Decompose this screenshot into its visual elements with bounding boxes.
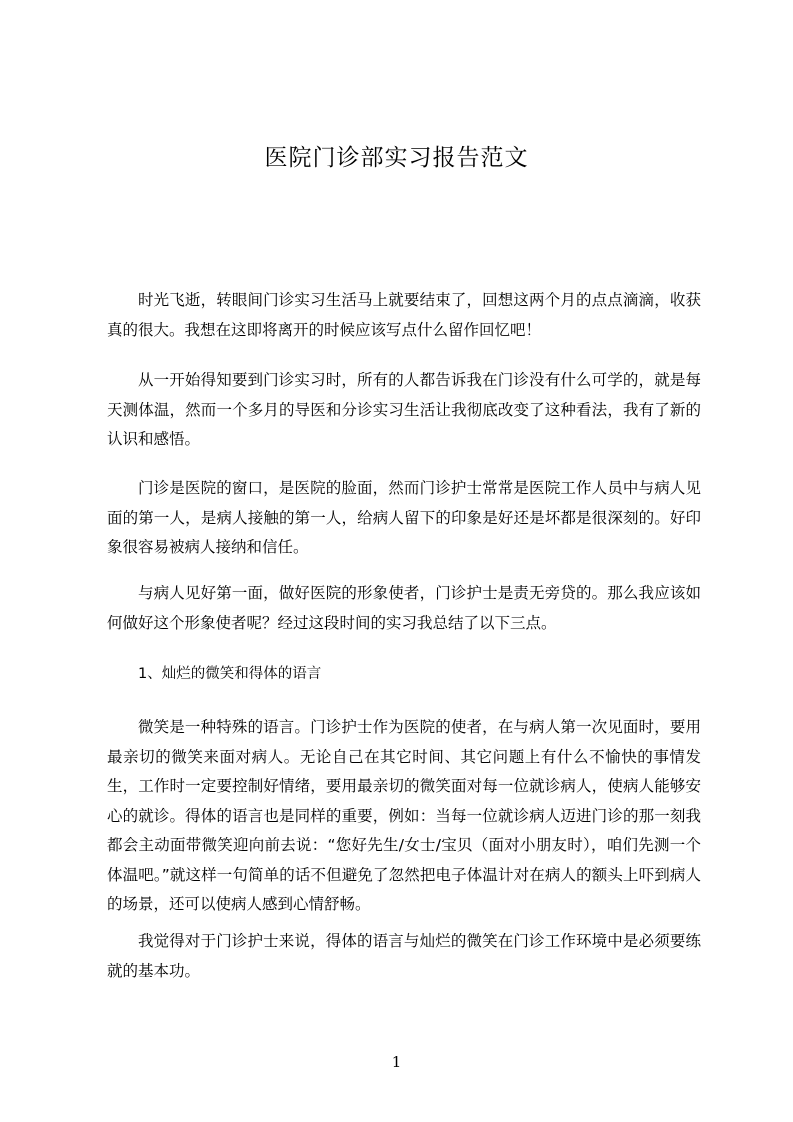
paragraph-3 <box>107 474 701 563</box>
paragraph-1 <box>107 286 701 345</box>
paragraph-6 <box>107 927 701 986</box>
section-heading <box>107 660 701 690</box>
document-title: 医院门诊部实习报告范文 <box>264 145 529 171</box>
paragraph-text: 时光飞逝，转眼间门诊实习生活马上就要结束了，回想这两个月的点点滴滴，收获真的很大。我想在这即将离开的时候应该写点什么留作回忆吧！ <box>107 291 701 339</box>
section-heading-text: 1、灿烂的微笑和得体的语言 <box>138 666 322 682</box>
paragraph-text: 微笑是一种特殊的语言。门诊护士作为医院的使者，在与病人第一次见面时，要用最亲切的微笑来面对病人。无论自己在其它时间、其它问题上有什么不愉快的事情发生，工作时一定要控制好情绪，要用最亲切的微笑面对每一位就诊病人，使病人能够安心的就诊。得体的语言也是同样的重要，例如：当每一位就诊病人迈进门诊的那一刻我都会主动面带微笑迎向前去说：“您好先生/女士/宝贝（面对小朋友时），咱们先测一个体温吧。”就这样一句简单的话不但避免了忽然把电子体温计对在病人的额头上吓到病人的场景，还可以使病人感到心情舒畅。 <box>107 718 701 913</box>
paragraph-text: 从一开始得知要到门诊实习时，所有的人都告诉我在门诊没有什么可学的，就是每天测体温，然而一个多月的导医和分诊实习生活让我彻底改变了这种看法，我有了新的认识和感悟。 <box>107 371 701 448</box>
paragraph-5 <box>107 713 701 920</box>
paragraph-text: 我觉得对于门诊护士来说，得体的语言与灿烂的微笑在门诊工作环境中是必须要练就的基本功。 <box>107 932 701 980</box>
paragraph-text: 与病人见好第一面，做好医院的形象使者，门诊护士是责无旁贷的。那么我应该如何做好这个形象使者呢？经过这段时间的实习我总结了以下三点。 <box>107 584 701 632</box>
paragraph-4 <box>107 579 701 638</box>
paragraph-2 <box>107 366 701 455</box>
page-number: 1 <box>391 1053 402 1071</box>
paragraph-text: 门诊是医院的窗口，是医院的脸面，然而门诊护士常常是医院工作人员中与病人见面的第一人，是病人接触的第一人，给病人留下的印象是好还是坏都是很深刻的。好印象很容易被病人接纳和信任。 <box>107 479 701 556</box>
